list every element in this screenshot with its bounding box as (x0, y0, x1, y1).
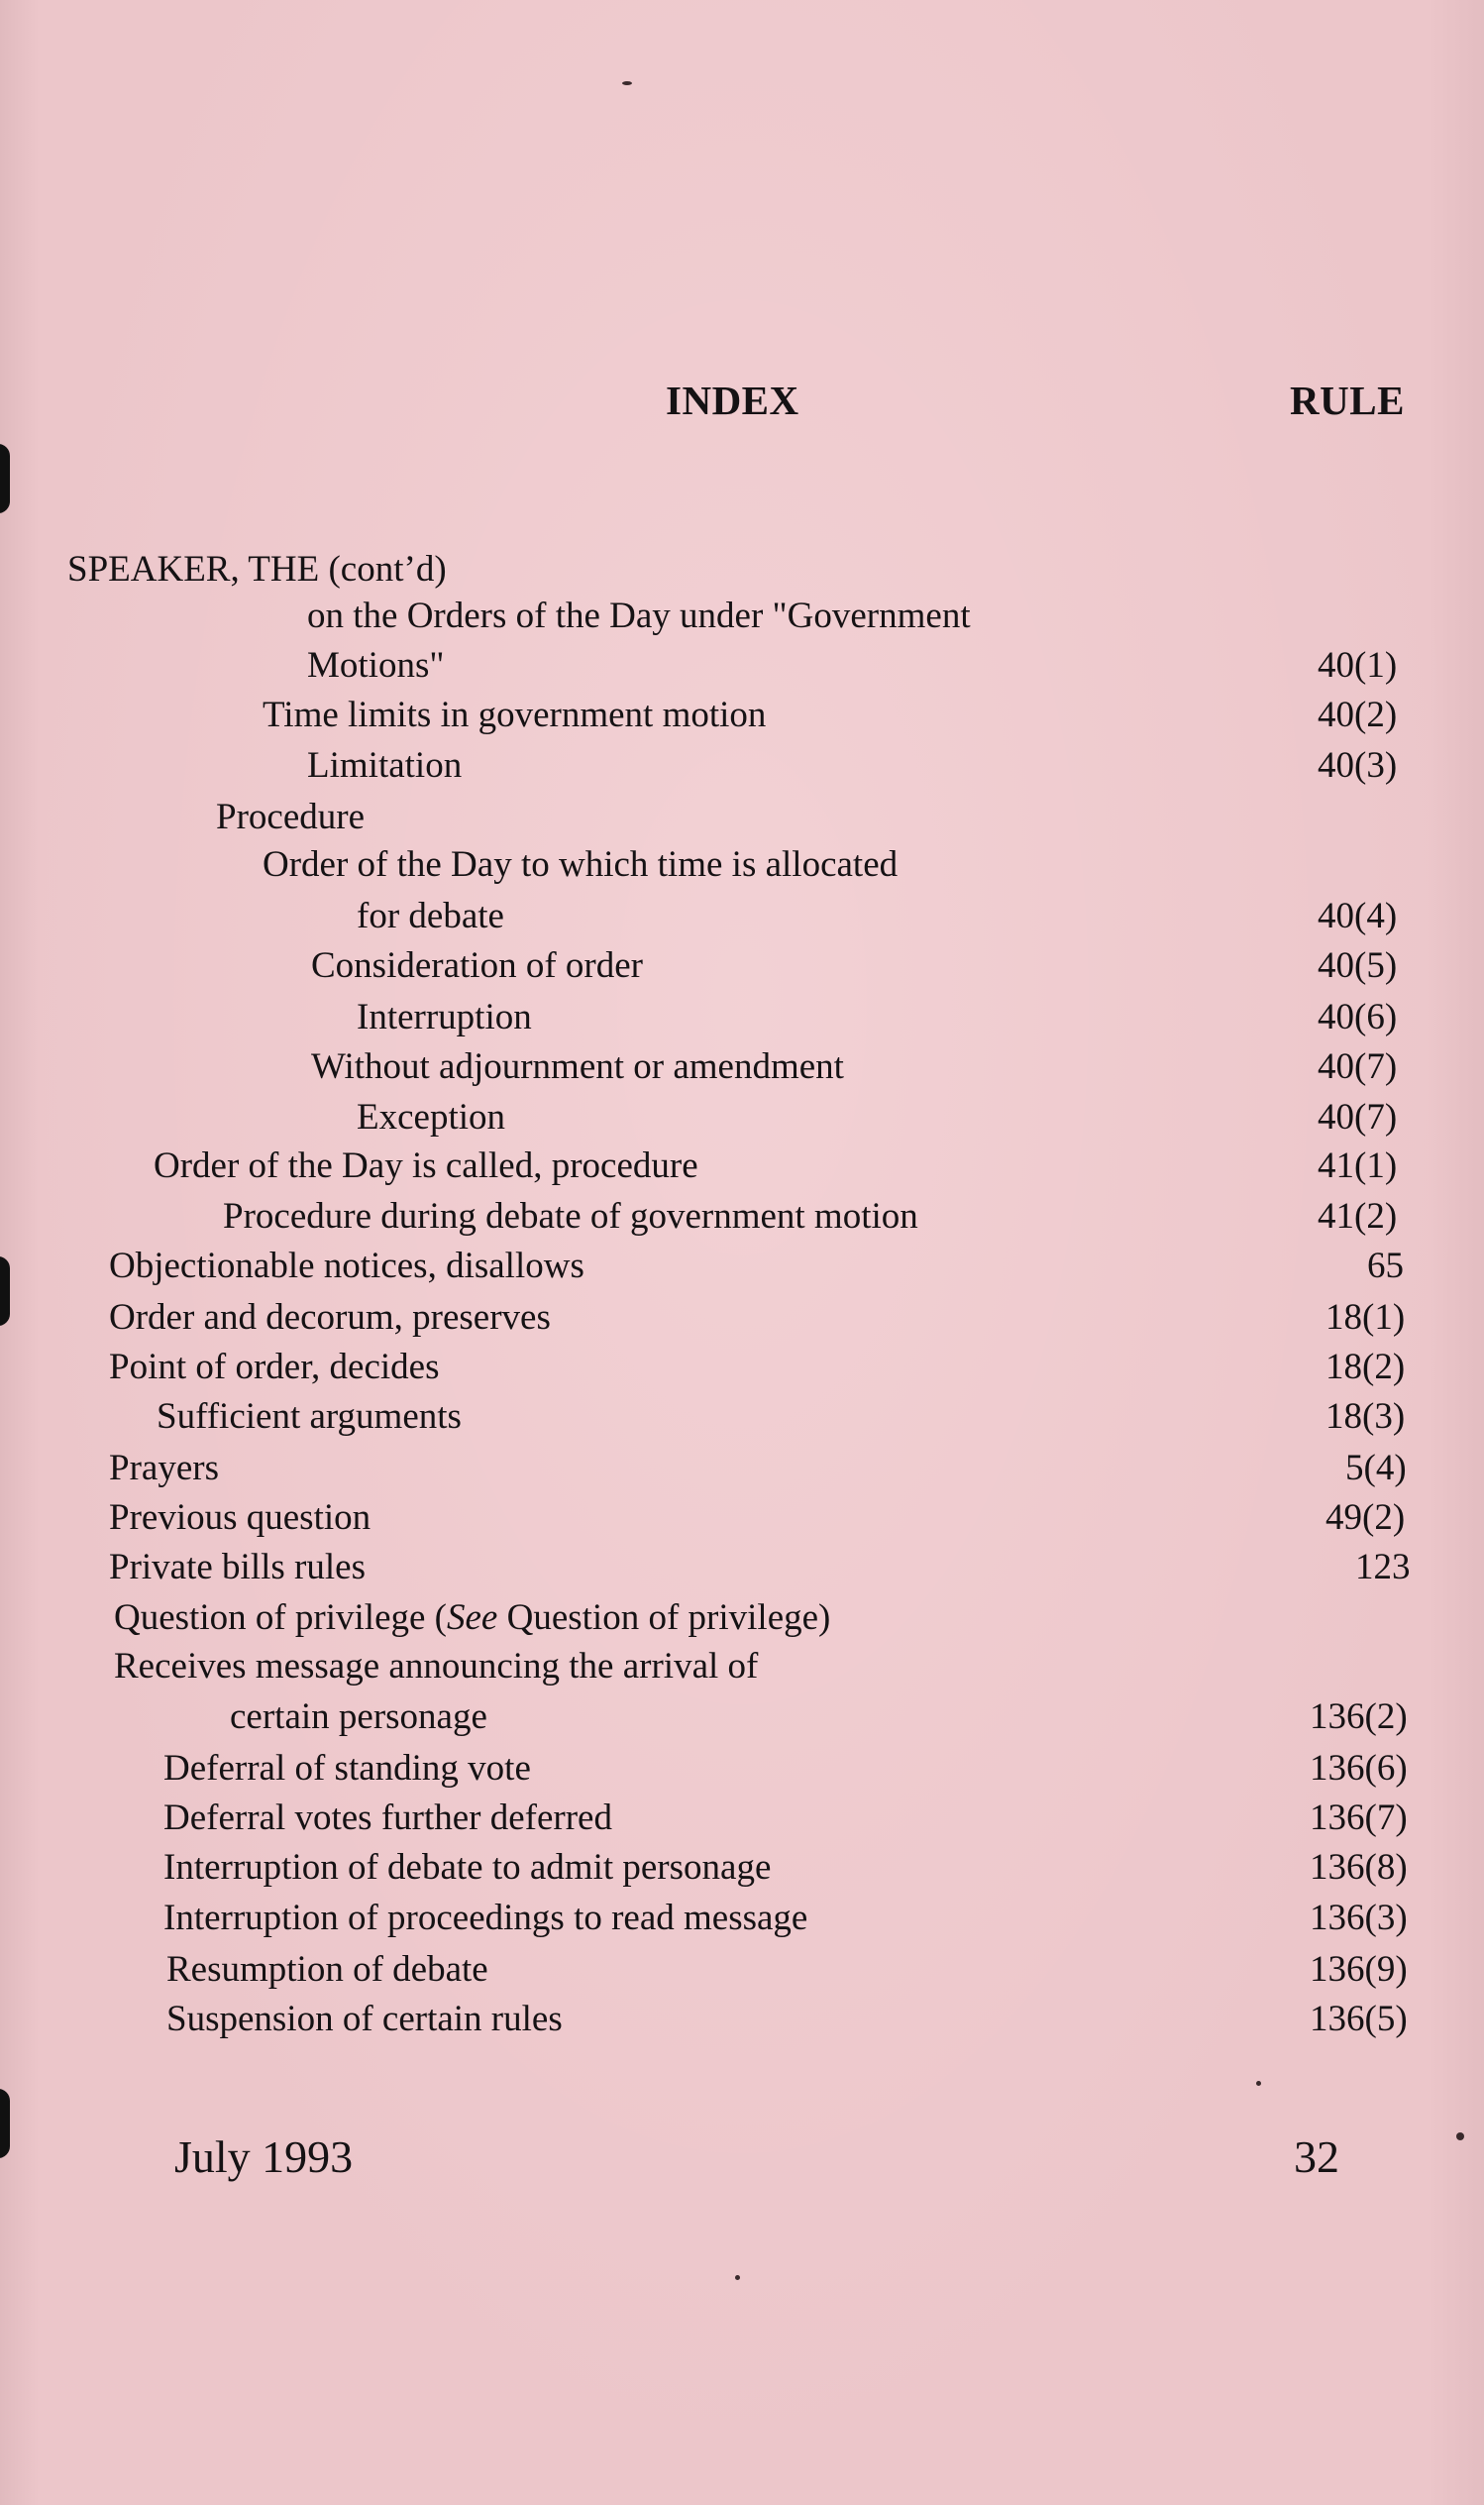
rule-number: 40(7) (1318, 1046, 1398, 1087)
index-entry (0, 1543, 1484, 1592)
entry-text: Receives message announcing the arrival of (114, 1646, 759, 1687)
footer-date: July 1993 (174, 2131, 354, 2182)
index-heading: INDEX (666, 378, 799, 423)
entry-text: Motions" (307, 645, 445, 686)
entry-text: Previous question (109, 1497, 371, 1538)
index-entry (0, 993, 1484, 1042)
rule-number: 123 (1355, 1547, 1411, 1587)
index-entry (0, 1142, 1484, 1191)
rule-number: 41(1) (1318, 1145, 1398, 1186)
entry-text: Limitation (307, 745, 463, 786)
rule-heading: RULE (1290, 378, 1405, 423)
index-entry (0, 741, 1484, 791)
index-entry (0, 1343, 1484, 1392)
binding-hole (0, 2089, 10, 2158)
rule-number: 49(2) (1325, 1497, 1406, 1538)
paper-speck (735, 2275, 740, 2280)
index-entry (0, 1744, 1484, 1794)
rule-number: 40(5) (1318, 945, 1398, 986)
rule-number: 136(5) (1310, 1999, 1408, 2039)
index-entry (0, 1042, 1484, 1092)
paper-speck (1256, 2081, 1261, 2086)
entry-text-part: Question of privilege ( (114, 1597, 447, 1638)
entry-text: Suspension of certain rules (166, 1999, 563, 2039)
entry-text: Time limits in government motion (263, 695, 767, 735)
index-entry (0, 840, 1484, 890)
index-entry (0, 1593, 1484, 1643)
entry-text-italic: See (447, 1597, 498, 1638)
index-entry (0, 1945, 1484, 1995)
entry-text: Deferral of standing vote (163, 1748, 531, 1789)
rule-number: 136(7) (1310, 1797, 1408, 1838)
entry-text: Objectionable notices, disallows (109, 1246, 584, 1286)
entry-text (114, 1593, 830, 1643)
index-entry (0, 1995, 1484, 2044)
rule-number: 65 (1367, 1246, 1404, 1286)
index-entry (0, 1093, 1484, 1143)
entry-text: Deferral votes further deferred (163, 1797, 612, 1838)
entry-text: Resumption of debate (166, 1949, 488, 1990)
entry-text: Interruption (357, 997, 532, 1037)
rule-number: 136(2) (1310, 1696, 1408, 1737)
entry-text: Point of order, decides (109, 1347, 440, 1387)
entry-text-part: Question of privilege) (497, 1597, 831, 1638)
index-entry (0, 1392, 1484, 1442)
index-entry (0, 1192, 1484, 1242)
paper-speck (1456, 2132, 1464, 2140)
index-entry (0, 1642, 1484, 1691)
index-entry (0, 1444, 1484, 1493)
entry-text: Exception (357, 1097, 506, 1138)
index-entry (0, 1293, 1484, 1343)
rule-number: 136(3) (1310, 1898, 1408, 1938)
entry-text: Sufficient arguments (157, 1396, 462, 1437)
entry-text: Procedure (216, 797, 365, 837)
index-entry (0, 1894, 1484, 1943)
index-entry (0, 1794, 1484, 1843)
entry-text: Order and decorum, preserves (109, 1297, 551, 1338)
rule-number: 40(2) (1318, 695, 1398, 735)
rule-number: 40(1) (1318, 645, 1398, 686)
rule-number: 41(2) (1318, 1196, 1398, 1237)
entry-text: on the Orders of the Day under "Government (307, 596, 971, 636)
entry-text: SPEAKER, THE (cont’d) (67, 549, 447, 590)
entry-text: Order of the Day is called, procedure (154, 1145, 698, 1186)
index-entry (0, 691, 1484, 740)
entry-text: Without adjournment or amendment (311, 1046, 844, 1087)
index-entry (0, 592, 1484, 641)
rule-number: 136(6) (1310, 1748, 1408, 1789)
index-entry (0, 641, 1484, 691)
entry-text: for debate (357, 896, 504, 936)
rule-number: 40(4) (1318, 896, 1398, 936)
rule-number: 40(6) (1318, 997, 1398, 1037)
index-entry (0, 941, 1484, 991)
rule-number: 18(3) (1325, 1396, 1406, 1437)
entry-text: Consideration of order (311, 945, 643, 986)
binding-hole (0, 444, 10, 513)
paper-speck (622, 81, 632, 85)
entry-text: Interruption of proceedings to read message (163, 1898, 808, 1938)
page-number: 32 (1294, 2131, 1339, 2182)
index-entry (0, 793, 1484, 842)
index-entry (0, 1242, 1484, 1291)
rule-number: 5(4) (1345, 1448, 1407, 1488)
rule-number: 18(2) (1325, 1347, 1406, 1387)
entry-text: Interruption of debate to admit personage (163, 1847, 772, 1888)
entry-text: Procedure during debate of government motion (223, 1196, 918, 1237)
index-entry (0, 892, 1484, 941)
index-entry (0, 545, 1484, 595)
rule-number: 40(7) (1318, 1097, 1398, 1138)
rule-number: 40(3) (1318, 745, 1398, 786)
rule-number: 136(9) (1310, 1949, 1408, 1990)
entry-text: Prayers (109, 1448, 219, 1488)
index-entry (0, 1493, 1484, 1543)
entry-text: Order of the Day to which time is allocated (263, 844, 899, 885)
entry-text: certain personage (230, 1696, 487, 1737)
rule-number: 18(1) (1325, 1297, 1406, 1338)
index-entry (0, 1843, 1484, 1893)
index-entry (0, 1692, 1484, 1742)
rule-number: 136(8) (1310, 1847, 1408, 1888)
entry-text: Private bills rules (109, 1547, 366, 1587)
